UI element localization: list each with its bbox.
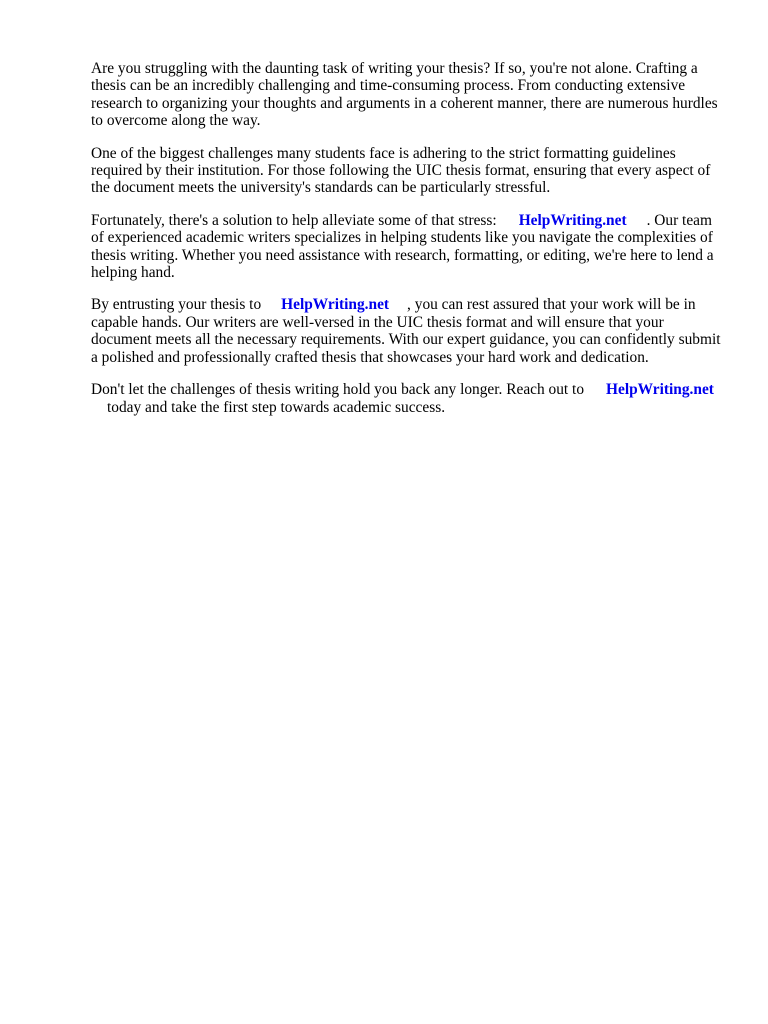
paragraph-solution-text-end: . Our team of experienced academic writers specializes in helping students like you navigate the complexities of thesis writing. Whether you need assistance with research, formatting, or editing, we're here to lend a helping hand. [91,211,714,282]
helpwriting-link-1[interactable]: HelpWriting.net [518,211,627,229]
paragraph-entrusting-text-end: , you can rest assured that your work will be in capable hands. Our writers are well-versed in the UIC thesis format and will ensure that your document meets all the necessary requirements. With our expert guidance, you can confidently submit a polished and professionally crafted thesis that showcases your hard work and dedication. [91,296,721,366]
paragraph-solution-text-start: Fortunately, there's a solution to help alleviate some of that stress: [91,211,497,229]
helpwriting-link-2[interactable]: HelpWriting.net [281,296,390,314]
helpwriting-link-3[interactable]: HelpWriting.net [606,381,714,399]
paragraph-intro: Are you struggling with the daunting task of writing your thesis? If so, you're not alone. Crafting a thesis can be an incredibly challenging and time-consuming process. From conducting extensive research to organizing your thoughts and arguments in a coherent manner, there are numerous hurdles to overcome along the way. [91,60,718,130]
paragraph-entrusting-text-start: By entrusting your thesis to [91,296,262,314]
paragraph-cta-text-end: today and take the first step towards academic success. [107,398,446,416]
paragraph-formatting-challenge: One of the biggest challenges many students face is adhering to the strict formatting guidelines required by their institution. For those following the UIC thesis format, ensuring that every aspect of the document meets the university's standards can be particularly stressful. [91,144,711,197]
paragraph-entrusting [91,296,727,366]
paragraph-cta-text-start: Don't let the challenges of thesis writing hold you back any longer. Reach out to [91,381,585,399]
document-page [91,60,727,431]
paragraph-call-to-action [91,381,727,416]
paragraph-solution [91,212,727,282]
